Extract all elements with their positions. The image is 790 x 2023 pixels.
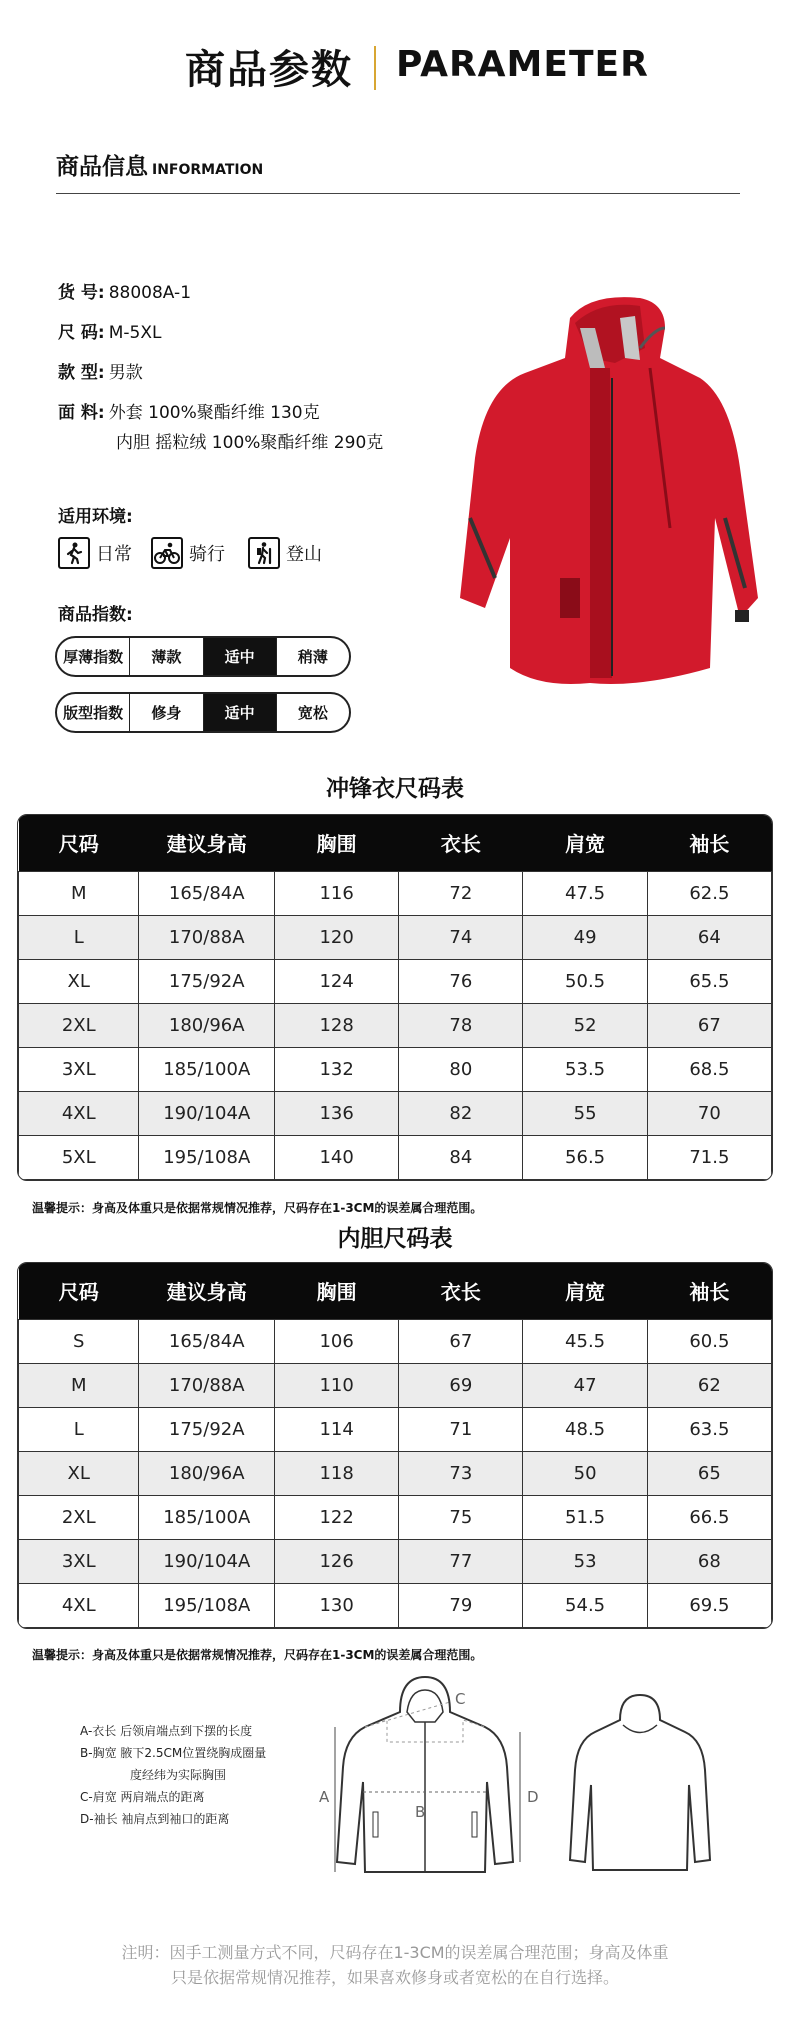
table-row [19, 1451, 772, 1495]
table-cell: 48.5 [523, 1407, 647, 1451]
table-cell: 74 [399, 915, 523, 959]
table-cell: 64 [647, 915, 771, 959]
table-cell: M [19, 1363, 139, 1407]
info-section-title: 商品信息 INFORMATION [56, 154, 264, 180]
table-cell: 165/84A [139, 871, 275, 915]
table-cell: 4XL [19, 1583, 139, 1627]
table-cell: 114 [275, 1407, 399, 1451]
table-cell: XL [19, 1451, 139, 1495]
table-cell: 47.5 [523, 871, 647, 915]
table-cell: 124 [275, 959, 399, 1003]
table-cell: 54.5 [523, 1583, 647, 1627]
table-cell: 132 [275, 1047, 399, 1091]
table-cell: 190/104A [139, 1091, 275, 1135]
table-row [19, 1135, 772, 1179]
table-cell: 128 [275, 1003, 399, 1047]
liner-table-note: 温馨提示：身高及体重只是依据常规情况推荐，尺码存在1-3CM的误差属合理范围。 [32, 1648, 483, 1662]
label-b: B [415, 1803, 426, 1821]
table-cell: 47 [523, 1363, 647, 1407]
table-cell: L [19, 915, 139, 959]
table-cell: 66.5 [647, 1495, 771, 1539]
table-cell: 82 [399, 1091, 523, 1135]
title-divider [374, 46, 376, 90]
table-cell: 67 [647, 1003, 771, 1047]
table-cell: 122 [275, 1495, 399, 1539]
table-cell: 62 [647, 1363, 771, 1407]
jacket-back-diagram [565, 1690, 715, 1875]
product-jacket-image [440, 288, 770, 708]
table-cell: 3XL [19, 1047, 139, 1091]
table-cell: 140 [275, 1135, 399, 1179]
table-row [19, 1091, 772, 1135]
table-cell: 52 [523, 1003, 647, 1047]
table-header: 尺码 建议身高 胸围 衣长 肩宽 袖长 [19, 815, 772, 871]
table-cell: 118 [275, 1451, 399, 1495]
table-cell: 71 [399, 1407, 523, 1451]
table-cell: 68.5 [647, 1047, 771, 1091]
table-cell: 69 [399, 1363, 523, 1407]
table-cell: 130 [275, 1583, 399, 1627]
section-divider [56, 193, 740, 194]
style-type: 款 型: 男款 [58, 363, 143, 383]
table-cell: 53.5 [523, 1047, 647, 1091]
table-row [19, 1047, 772, 1091]
jacket-table-title: 冲锋衣尺码表 [326, 776, 464, 802]
jacket-table-note: 温馨提示：身高及体重只是依据常规情况推荐，尺码存在1-3CM的误差属合理范围。 [32, 1201, 483, 1215]
jacket-front-diagram [315, 1672, 545, 1887]
table-cell: 70 [647, 1091, 771, 1135]
table-cell: 62.5 [647, 871, 771, 915]
table-cell: 68 [647, 1539, 771, 1583]
table-row [19, 959, 772, 1003]
table-cell: 65 [647, 1451, 771, 1495]
liner-size-table [17, 1262, 773, 1629]
table-cell: 56.5 [523, 1135, 647, 1179]
table-row [19, 871, 772, 915]
thickness-index: 厚薄指数 薄款 适中 稍薄 [55, 636, 351, 677]
table-cell: 120 [275, 915, 399, 959]
env-title: 适用环境: [58, 507, 133, 527]
table-cell: 73 [399, 1451, 523, 1495]
table-cell: S [19, 1319, 139, 1363]
table-cell: 126 [275, 1539, 399, 1583]
table-cell: 71.5 [647, 1135, 771, 1179]
table-cell: 110 [275, 1363, 399, 1407]
table-cell: 2XL [19, 1495, 139, 1539]
table-cell: 77 [399, 1539, 523, 1583]
table-cell: 78 [399, 1003, 523, 1047]
table-cell: L [19, 1407, 139, 1451]
table-cell: 2XL [19, 1003, 139, 1047]
table-cell: 180/96A [139, 1451, 275, 1495]
table-row [19, 1319, 772, 1363]
table-cell: 51.5 [523, 1495, 647, 1539]
fabric-liner: 内胆 摇粒绒 100%聚酯纤维 290克 [116, 433, 384, 453]
table-cell: 53 [523, 1539, 647, 1583]
footer-note: 注明：因手工测量方式不同，尺码存在1-3CM的误差属合理范围；身高及体重 只是依据常规情况推荐，如果喜欢修身或者宽松的在自行选择。 [121, 1943, 669, 1987]
table-cell: 195/108A [139, 1583, 275, 1627]
size-range: 尺 码: M-5XL [58, 323, 162, 343]
table-cell: 136 [275, 1091, 399, 1135]
table-cell: 84 [399, 1135, 523, 1179]
table-row [19, 1363, 772, 1407]
table-cell: 170/88A [139, 915, 275, 959]
table-cell: 50 [523, 1451, 647, 1495]
table-row [19, 915, 772, 959]
page-title-cn: 商品参数 [185, 47, 353, 93]
table-row [19, 1003, 772, 1047]
table-cell: 45.5 [523, 1319, 647, 1363]
table-cell: 79 [399, 1583, 523, 1627]
table-cell: 75 [399, 1495, 523, 1539]
table-cell: 3XL [19, 1539, 139, 1583]
page-title-en: PARAMETER [396, 44, 649, 85]
index-title: 商品指数: [58, 605, 133, 625]
table-cell: 116 [275, 871, 399, 915]
env-item-daily: 日常 [58, 536, 132, 570]
table-cell: 195/108A [139, 1135, 275, 1179]
fit-index: 版型指数 修身 适中 宽松 [55, 692, 351, 733]
table-cell: M [19, 871, 139, 915]
table-row [19, 1539, 772, 1583]
measure-legend: A-衣长 后领肩端点到下摆的长度 B-胸宽 腋下2.5CM位置绕胸成圈量 度经纬为实际胸围 C-肩宽 两肩端点的距离 D-袖长 袖肩点到袖口的距离 [80, 1724, 267, 1826]
table-cell: 180/96A [139, 1003, 275, 1047]
table-cell: XL [19, 959, 139, 1003]
label-c: C [455, 1690, 466, 1708]
liner-table-title: 内胆尺码表 [337, 1226, 453, 1252]
table-cell: 170/88A [139, 1363, 275, 1407]
table-cell: 76 [399, 959, 523, 1003]
fabric: 面 料: 外套 100%聚酯纤维 130克 [58, 403, 320, 423]
table-cell: 69.5 [647, 1583, 771, 1627]
walking-icon [58, 537, 90, 569]
table-cell: 72 [399, 871, 523, 915]
table-cell: 80 [399, 1047, 523, 1091]
label-a: A [319, 1788, 330, 1806]
table-cell: 106 [275, 1319, 399, 1363]
table-row [19, 1407, 772, 1451]
table-cell: 55 [523, 1091, 647, 1135]
table-cell: 65.5 [647, 959, 771, 1003]
table-row [19, 1495, 772, 1539]
env-item-hiking: 登山 [248, 536, 322, 570]
env-item-cycling: 骑行 [151, 536, 225, 570]
table-header: 尺码 建议身高 胸围 衣长 肩宽 袖长 [19, 1263, 772, 1319]
table-cell: 185/100A [139, 1495, 275, 1539]
item-number: 货 号: 88008A-1 [58, 283, 192, 303]
table-cell: 50.5 [523, 959, 647, 1003]
table-cell: 175/92A [139, 959, 275, 1003]
table-cell: 5XL [19, 1135, 139, 1179]
table-cell: 190/104A [139, 1539, 275, 1583]
table-cell: 4XL [19, 1091, 139, 1135]
cycling-icon [151, 537, 183, 569]
table-cell: 49 [523, 915, 647, 959]
table-row [19, 1583, 772, 1627]
table-cell: 175/92A [139, 1407, 275, 1451]
table-cell: 67 [399, 1319, 523, 1363]
table-cell: 60.5 [647, 1319, 771, 1363]
table-cell: 185/100A [139, 1047, 275, 1091]
hiking-icon [248, 537, 280, 569]
jacket-size-table [17, 814, 773, 1181]
label-d: D [527, 1788, 539, 1806]
table-cell: 63.5 [647, 1407, 771, 1451]
table-cell: 165/84A [139, 1319, 275, 1363]
